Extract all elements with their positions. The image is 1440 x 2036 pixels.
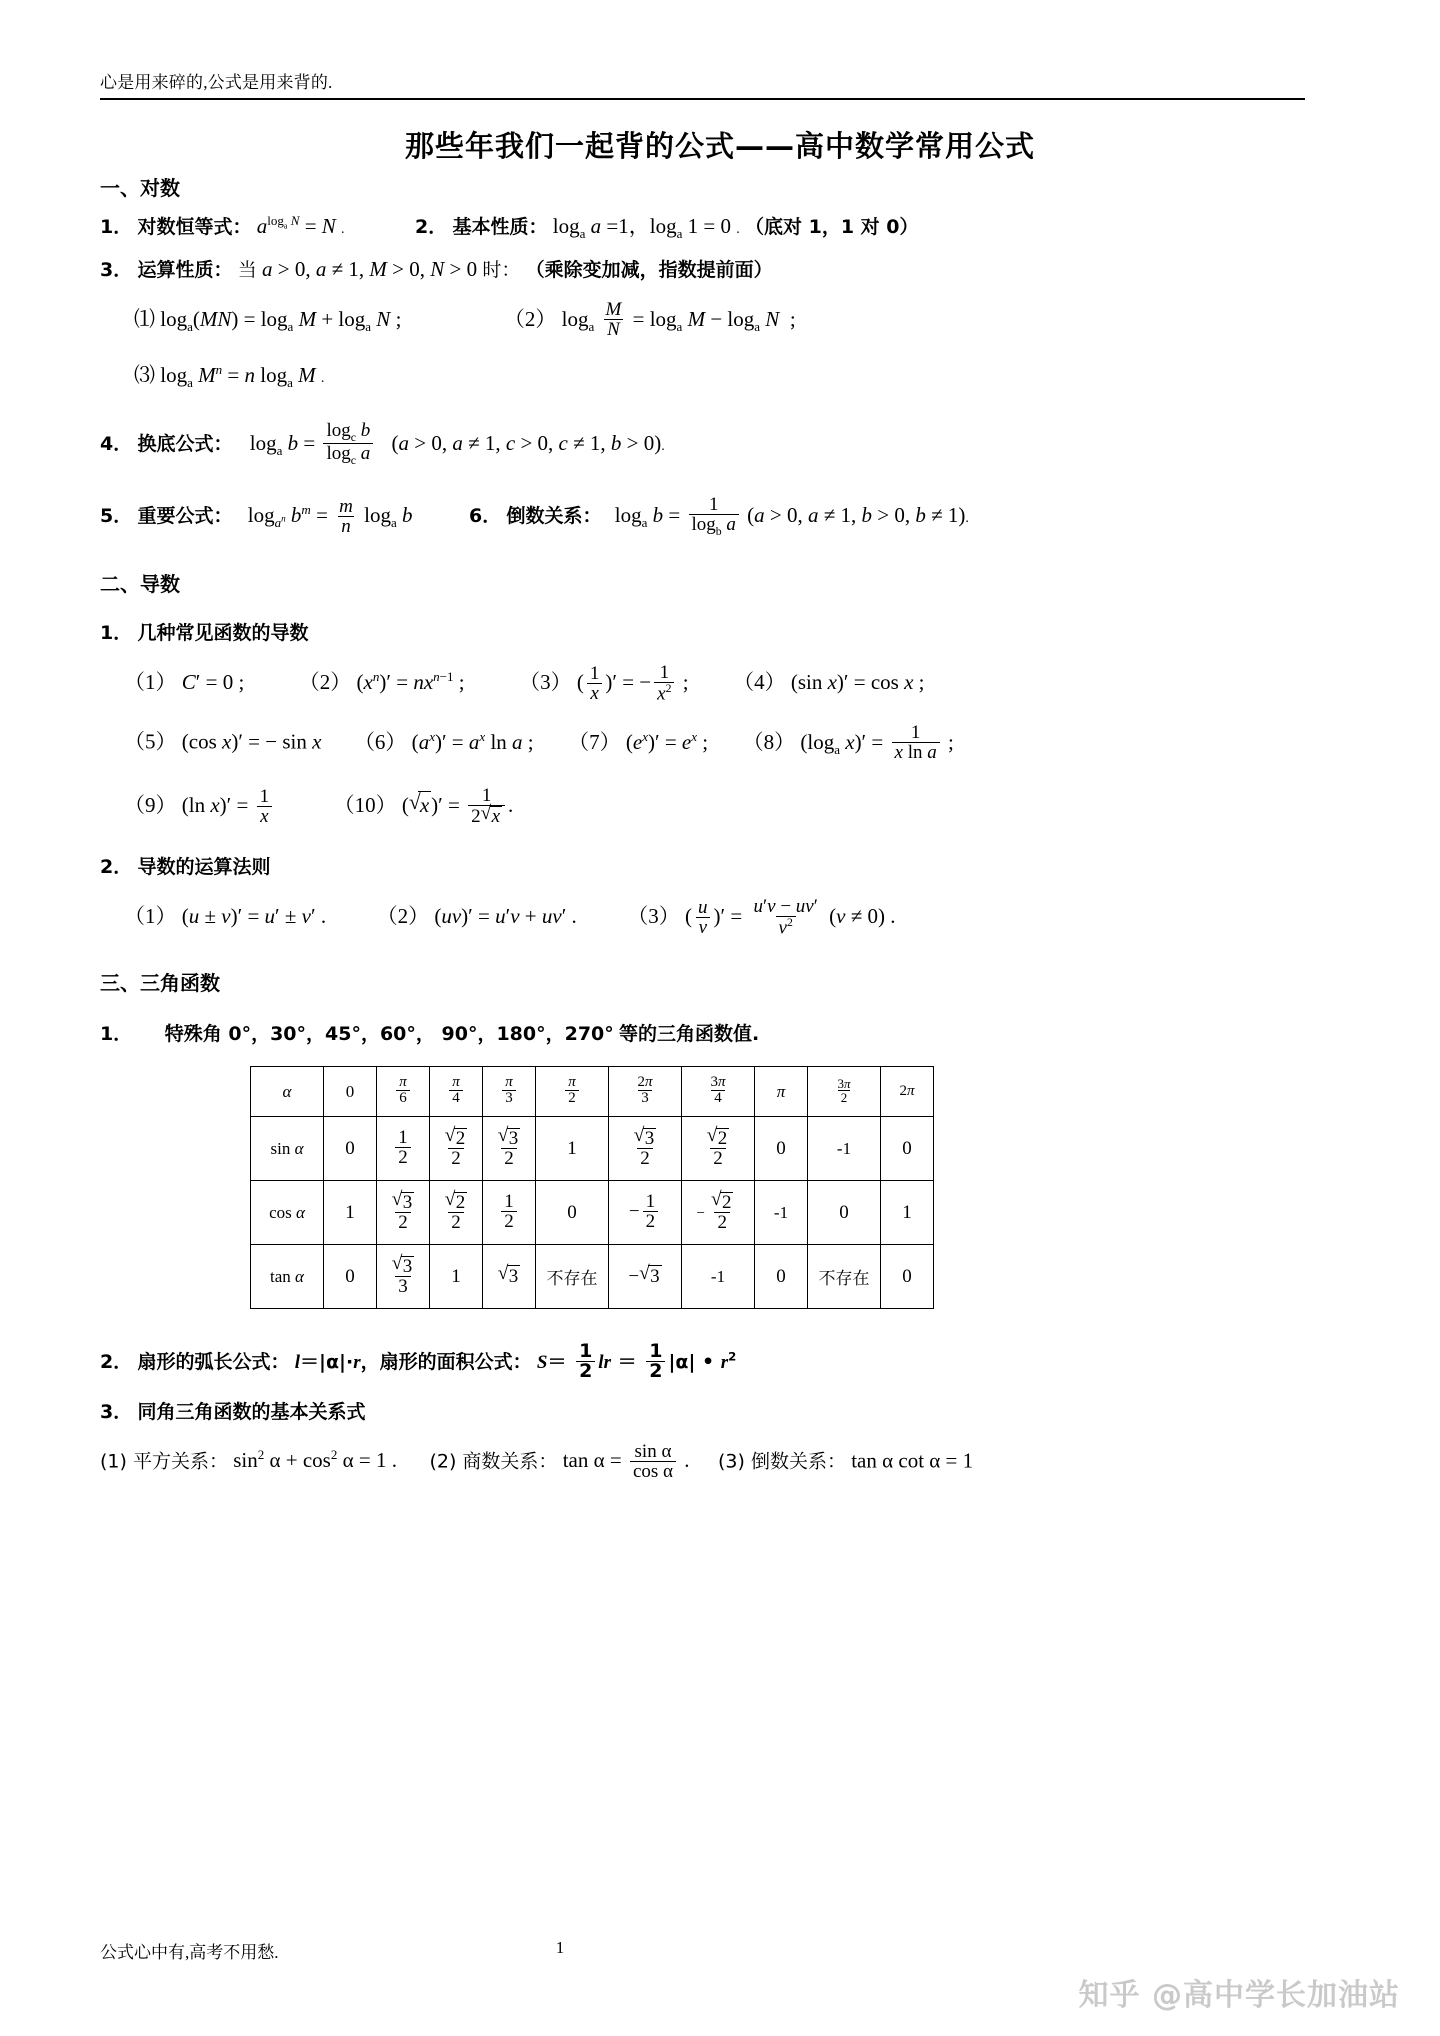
sin-cell-0: 0 <box>324 1117 377 1181</box>
trig-sub3-heading: 同角三角函数的基本关系式 <box>137 1401 366 1424</box>
cos-cell-3pi-4: − √ $\frac{2}{2}$ <box>682 1181 755 1245</box>
log-item-4-number: 4． <box>100 432 133 455</box>
derivative-row-1 <box>100 664 1340 704</box>
trig-table-wrapper <box>250 1066 1340 1309</box>
derivative-formula-2: （2） $(x^n)' = nx^{n-1}$ ; <box>298 669 465 695</box>
tan-cell-pi-6: √ $\frac{3}{3}$ <box>377 1245 430 1309</box>
log-3-3-formula: ⑶ $\log_a M^n = n$ $\log_a M$ . <box>134 362 325 391</box>
header-cell-0: 0 <box>324 1067 377 1117</box>
log-item-6-number: 6． <box>469 504 502 527</box>
log-item-3-sub1-sub2 <box>100 301 1340 340</box>
cos-cell-pi: -1 <box>755 1181 808 1245</box>
tan-cell-pi-4: 1 <box>430 1245 483 1309</box>
tan-cell-3pi-4: -1 <box>682 1245 755 1309</box>
log-item-2-note: （底对 1，1 对 0） <box>744 216 919 238</box>
tan-cell-2pi-3: − √ 3 <box>609 1245 682 1309</box>
header-cell-3pi-2: $\frac{3\pi}{2}$ <box>808 1067 881 1117</box>
header-cell-alpha: α <box>251 1067 324 1117</box>
section-heading-derivative: 二、导数 <box>100 572 180 597</box>
log-item-4-label: 换底公式： <box>137 432 233 455</box>
trig-relation-1-formula: $\sin^2 \alpha + \cos^2 \alpha = 1$ . <box>233 1447 397 1473</box>
tan-cell-0: 0 <box>324 1245 377 1309</box>
log-item-4-formula: $\log_a b$ = $\frac{\log_c b}{\log_c a}$ <box>250 431 382 455</box>
log-item-3-sub3 <box>100 362 1340 391</box>
running-header: 心是用来碎的,公式是用来背的. <box>100 73 333 92</box>
derivative-formula-7: （7） $(e^x)' = e^x$ ; <box>568 728 709 754</box>
sin-cell-pi-6: $\frac{1}{2}$ <box>377 1117 430 1181</box>
derivative-sub2-heading: 导数的运算法则 <box>137 856 271 879</box>
table-row-tan <box>251 1245 934 1309</box>
log-item-4-condition: (a > 0, a ≠ 1, c > 0, c ≠ 1, b > 0). <box>391 430 665 455</box>
trig-sub3-title <box>100 1398 1340 1425</box>
log-item-1-2 <box>100 213 1340 242</box>
footer-left-text: 公式心中有,高考不用愁. <box>100 1943 279 1962</box>
derivative-formula-4: （4） (sin x)′ = cos x ; <box>733 670 925 695</box>
log-item-3-number: 3． <box>100 259 133 282</box>
header-cell-pi-6: $\frac{\pi}{6}$ <box>377 1067 430 1117</box>
log-item-6-label: 倒数关系： <box>506 504 602 527</box>
cos-cell-2pi-3: − $\frac{1}{2}$ <box>609 1181 682 1245</box>
trig-relation-2-formula: tan α = $\frac{\text{sin α}}{\text{cos α}}$ . <box>562 1441 690 1483</box>
cos-cell-pi-3: $\frac{1}{2}$ <box>483 1181 536 1245</box>
log-item-1-formula: $a^{log_a N} = N$ . <box>256 213 345 238</box>
log-item-3: 3． 运算性质： 当 a > 0, a ≠ 1, M > 0, N > 0 时： （乘除变加减，指数提前面） <box>100 257 773 282</box>
sin-cell-pi-3: √ $\frac{3}{2}$ <box>483 1117 536 1181</box>
sin-cell-pi: 0 <box>755 1117 808 1181</box>
derivative-rule-3: （3） ( $\frac{u}{v}$ )′ = $\frac{u'v - uv'}{v^2}$ (v ≠ 0) . <box>627 896 896 939</box>
tan-cell-pi: 0 <box>755 1245 808 1309</box>
log-3-2-formula: （2） $\log_a$ $\frac{M}{N}$ = $\log_a M - \log_a N$ ; <box>503 299 796 341</box>
trig-sub2-number: 2． <box>100 1351 133 1374</box>
log-item-5-number: 5． <box>100 504 133 527</box>
header-cell-pi-3: $\frac{\pi}{3}$ <box>483 1067 536 1117</box>
derivative-row-3 <box>100 787 1340 827</box>
sin-cell-pi-2: 1 <box>536 1117 609 1181</box>
log-item-5-label: 重要公式： <box>137 504 233 527</box>
header-cell-2pi-3: $\frac{2\pi}{3}$ <box>609 1067 682 1117</box>
trig-relation-3-formula: tan α cot α = 1 <box>851 1448 974 1473</box>
derivative-sub2-number: 2． <box>100 856 133 879</box>
section-heading-logarithm: 一、对数 <box>100 176 180 200</box>
header-cell-3pi-4: $\frac{3\pi}{4}$ <box>682 1067 755 1117</box>
row-label-sin: sin α <box>251 1117 324 1181</box>
tan-cell-pi-3: √ 3 <box>483 1245 536 1309</box>
log-item-5-formula: $\log_{a^n} b^m$ = $\frac{m}{n}$ $\log_a b$ <box>247 495 413 537</box>
log-item-1-label: 对数恒等式： <box>137 216 252 238</box>
log-item-6-condition: (a > 0, a ≠ 1, b > 0, b ≠ 1). <box>747 502 969 527</box>
tan-cell-3pi-2: 不存在 <box>808 1245 881 1309</box>
derivative-sub1-number: 1． <box>100 622 133 645</box>
trig-sub3-number: 3． <box>100 1401 133 1424</box>
sin-cell-pi-4: √ $\frac{2}{2}$ <box>430 1117 483 1181</box>
derivative-rule-2: （2） (uv)′ = u′v + uv′ . <box>376 904 577 929</box>
watermark-text: 知乎 @高中学长加油站 <box>1078 1978 1400 2013</box>
header-cell-pi-4: $\frac{\pi}{4}$ <box>430 1067 483 1117</box>
log-item-4 <box>100 419 1340 468</box>
derivative-rules-row <box>100 898 1340 938</box>
log-item-3-note: （乘除变加减，指数提前面） <box>525 259 773 282</box>
derivative-formula-10: （10） ( √ x)′ = $\frac{1}{2 √ x}$ . <box>334 793 514 817</box>
trig-sub2-area-formula: S＝ $\frac{1}{2}$ lr ＝ $\frac{1}{2}$ |α| • $r^2$ <box>536 1340 737 1383</box>
table-header-row <box>251 1067 934 1117</box>
log-item-3-label: 运算性质： <box>137 259 233 282</box>
trig-basic-relations-row <box>100 1443 1340 1482</box>
log-item-5-6 <box>100 493 1340 539</box>
derivative-formula-5: （5） (cos x)′ = − sin x <box>124 729 322 754</box>
sin-cell-3pi-2: -1 <box>808 1117 881 1181</box>
header-rule <box>100 98 1305 100</box>
cos-cell-0: 1 <box>324 1181 377 1245</box>
header-cell-pi-2: $\frac{\pi}{2}$ <box>536 1067 609 1117</box>
derivative-sub2-title <box>100 853 1340 880</box>
trig-values-table <box>250 1066 934 1309</box>
tan-cell-2pi: 0 <box>881 1245 934 1309</box>
trig-sub1-heading-tail: 等的三角函数值. <box>619 1022 760 1045</box>
derivative-row-2 <box>100 724 1340 763</box>
header-cell-2pi: 2π <box>881 1067 934 1117</box>
cos-cell-pi-4: √ $\frac{2}{2}$ <box>430 1181 483 1245</box>
log-item-6-formula: $\log_a b$ = $\frac{1}{\log_b a}$ <box>615 503 742 527</box>
cos-cell-pi-6: √ $\frac{3}{2}$ <box>377 1181 430 1245</box>
trig-relation-2-label: (2) 商数关系： <box>429 1450 558 1473</box>
sin-cell-2pi-3: √ $\frac{3}{2}$ <box>609 1117 682 1181</box>
cos-cell-3pi-2: 0 <box>808 1181 881 1245</box>
sin-cell-2pi: 0 <box>881 1117 934 1181</box>
derivative-formula-9: （9） (ln x)′ = $\frac{1}{x}$ <box>124 793 275 817</box>
header-cell-pi: π <box>755 1067 808 1117</box>
trig-sub1-heading-angles: 特殊角 0°，30°，45°，60°， 90°，180°，270° <box>164 1022 614 1045</box>
table-row-cos <box>251 1181 934 1245</box>
log-item-2-label: 基本性质： <box>452 216 548 238</box>
derivative-sub1-heading: 几种常见函数的导数 <box>137 622 309 645</box>
section-heading-trig: 三、三角函数 <box>100 970 220 995</box>
table-row-sin <box>251 1117 934 1181</box>
log-item-2-formula: $\log_a a =1$，$\log_a 1 = 0$ . <box>552 214 740 242</box>
page-number: 1 <box>555 1938 565 1957</box>
trig-sub2 <box>100 1340 1340 1383</box>
derivative-sub1-title <box>100 619 1340 646</box>
row-label-cos: cos α <box>251 1181 324 1245</box>
log-item-3-condition: a > 0, a ≠ 1, M > 0, N > 0 <box>262 257 478 282</box>
sin-cell-3pi-4: √ $\frac{2}{2}$ <box>682 1117 755 1181</box>
row-label-tan: tan α <box>251 1245 324 1309</box>
log-3-1-formula: ⑴ $\log_a(MN) = \log_a M + \log_a N$ ; <box>134 306 402 334</box>
derivative-formula-8: （8） ($\log_a$ x)′ = $\frac{1}{\text{x ln a}}$ ; <box>742 722 954 764</box>
trig-relation-1-label: (1) 平方关系： <box>100 1450 228 1473</box>
trig-sub1-title <box>100 1020 1340 1047</box>
derivative-formula-3: （3） ( $\frac{1}{x}$ )′ = − $\frac{1}{x^2}$ ; <box>519 662 689 705</box>
trig-sub2-arc-formula: l＝|α|·r，扇形的面积公式： <box>294 1351 532 1374</box>
watermark-zhihu <box>1079 1970 1400 2014</box>
cos-cell-2pi: 1 <box>881 1181 934 1245</box>
log-item-1-number: 1． <box>100 216 133 238</box>
trig-sub1-number: 1． <box>100 1022 133 1045</box>
derivative-formula-1: （1） C′ = 0 ; <box>124 670 245 695</box>
log-item-2-number: 2． <box>415 216 448 238</box>
derivative-formula-6: （6） $(a^x)' = a^x$ ln a ; <box>353 728 534 754</box>
trig-sub2-label-arc: 扇形的弧长公式： <box>137 1351 290 1374</box>
trig-relation-3-label: (3) 倒数关系： <box>718 1450 846 1473</box>
cos-cell-pi-2: 0 <box>536 1181 609 1245</box>
document-body <box>100 172 1340 1492</box>
tan-cell-pi-2: 不存在 <box>536 1245 609 1309</box>
page-title: 那些年我们一起背的公式——高中数学常用公式 <box>404 129 1035 163</box>
derivative-rule-1: （1） (u ± v)′ = u′ ± v′ . <box>124 904 327 929</box>
